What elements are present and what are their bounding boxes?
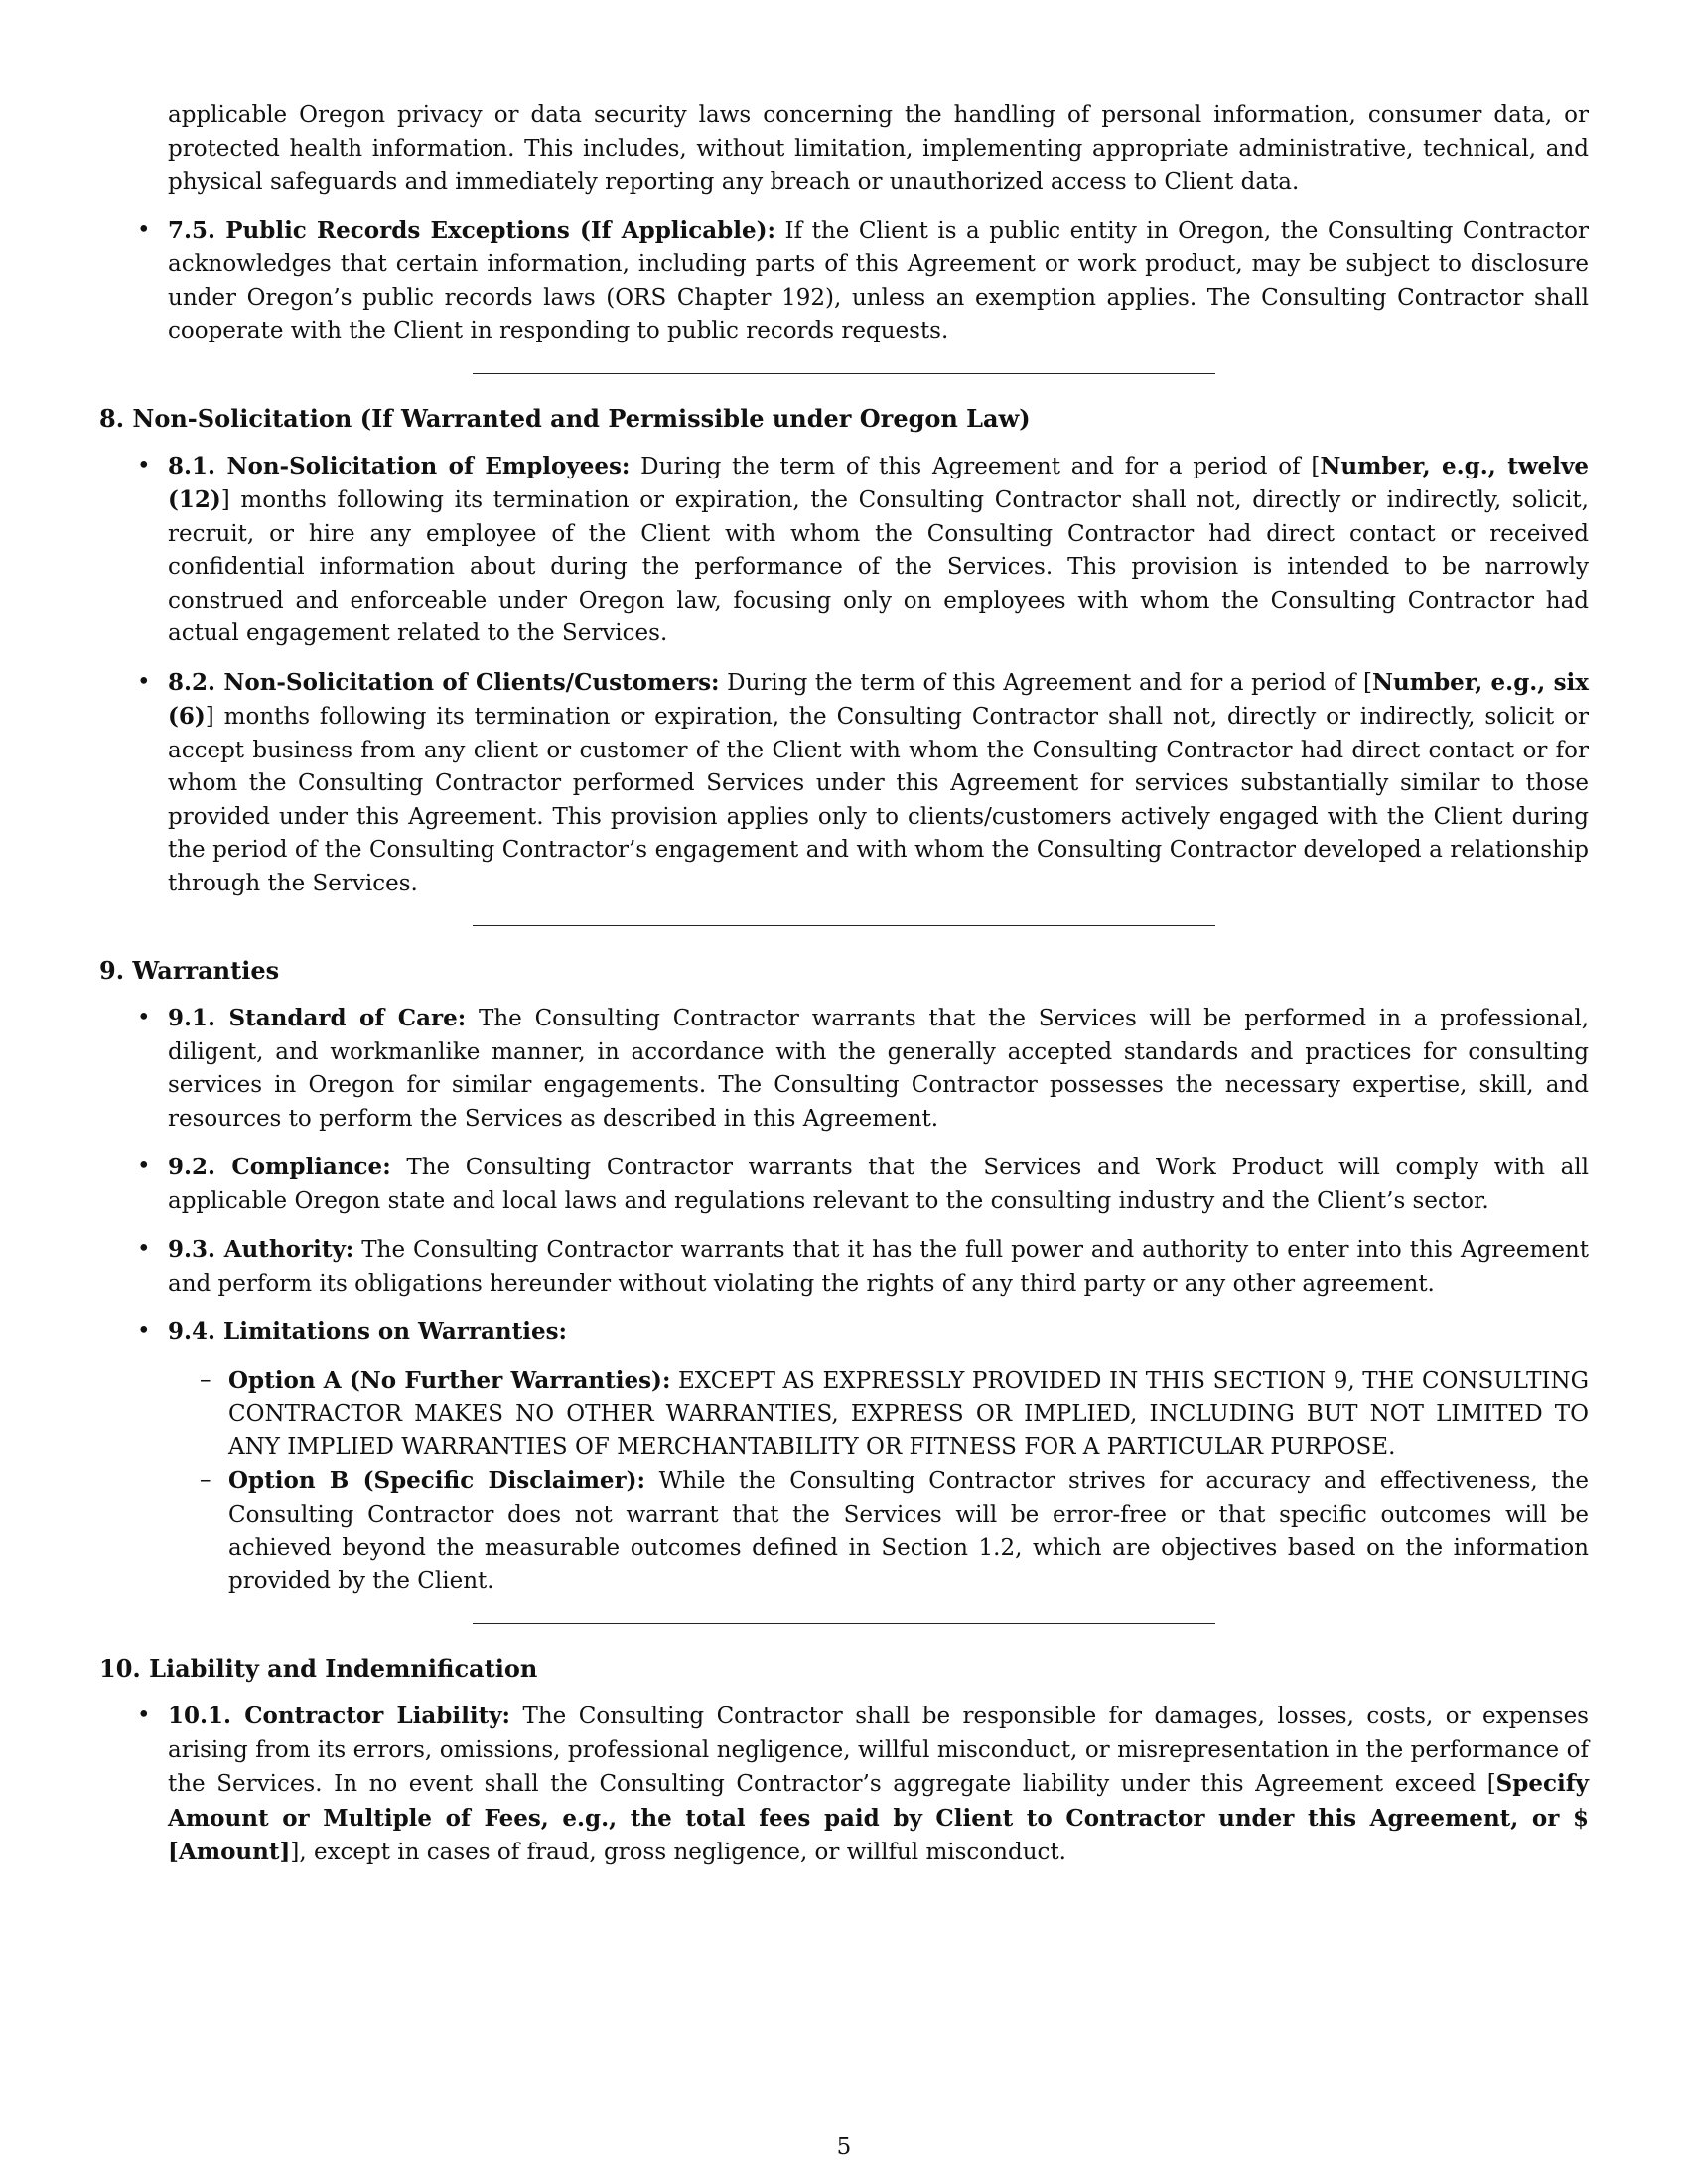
clause-8-1-label: 8.1. Non-Solicitation of Employees: [168,452,631,479]
clause-10-1-post: ], except in cases of fraud, gross negligence, or willful misconduct. [290,1840,1066,1865]
clause-9-1-label: 9.1. Standard of Care: [168,1005,467,1031]
clause-8-2 [99,666,1589,901]
clause-10-1-label: 10.1. Contractor Liability: [168,1703,511,1729]
warranty-options-list [168,1364,1589,1599]
section9-list [99,1002,1589,1598]
option-b-label: Option B (Specific Disclaimer): [228,1467,646,1494]
clause-10-1 [99,1700,1589,1870]
clause-7-5-label: 7.5. Public Records Exceptions (If Applicable): [168,216,776,244]
option-a [168,1364,1589,1465]
clause-8-1-post: ] months following its termination or expiration, the Consulting Contractor shall not, directly or indirectly, solicit, recruit, or hire any employee of the Client with whom the Consulting Contractor had direct contact or received confidential information about during the performance of the Services. This provision is intended to be narrowly construed and enforceable under Oregon law, focusing only on employees with whom the Consulting Contractor had actual engagement related to the Services. [168,487,1589,646]
clause-8-2-placeholder: Number, e.g., six (6) [168,668,1590,730]
clause-10-1-pre: The Consulting Contractor shall be responsible for damages, losses, costs, or expenses arising from its errors, omissions, professional negligence, willful misconduct, or misrepresentation in the performance of the Services. In no event shall the Consulting Contractor’s aggregate liability under this Agreement exceed [ [168,1704,1589,1797]
clause-8-1 [99,450,1589,651]
option-b [168,1464,1589,1598]
clause-8-2-label: 8.2. Non-Solicitation of Clients/Customers: [168,668,720,696]
section9-heading: 9. Warranties [99,956,280,985]
clause-9-4-label: 9.4. Limitations on Warranties: [168,1318,568,1345]
clause-9-3-label: 9.3. Authority: [168,1236,354,1263]
clause-7-5-text: If the Client is a public entity in Oregon, the Consulting Contractor acknowledges that certain information, including parts of this Agreement or work product, may be subject to disclosure under Oregon’s public records laws (ORS Chapter 192), unless an exemption applies. The Consulting Contractor shall cooperate with the Client in responding to public records requests. [168,217,1589,343]
section10-list [99,1700,1589,1870]
clause-9-1 [99,1002,1589,1136]
option-a-label: Option A (No Further Warranties): [228,1366,671,1394]
clause-9-1-text: The Consulting Contractor warrants that the Services will be performed in a professional, diligent, and workmanlike manner, in accordance with the generally accepted standards and practices for consulting services in Oregon for similar engagements. The Consulting Contractor possesses the necessary expertise, skill, and resources to perform the Services as described in this Agreement. [168,1006,1590,1132]
section-divider [473,925,1215,926]
section7-continuation [168,99,1589,200]
section-divider [473,1623,1215,1624]
clause-8-2-post: ] months following its termination or expiration, the Consulting Contractor shall not, directly or indirectly, solicit or accept business from any client or customer of the Client with whom the Consulting Contractor had direct contact or for whom the Consulting Contractor performed Services under this Agreement for services substantially similar to those provided under this Agreement. This provision applies only to clients/customers actively engaged with the Client during the period of the Consulting Contractor’s engagement and with whom the Consulting Contractor developed a relationship through the Services. [168,704,1589,896]
clause-9-2-text: The Consulting Contractor warrants that the Services and Work Product will comply with all applicable Oregon state and local laws and regulations relevant to the consulting industry and the Client’s sector. [168,1155,1589,1214]
option-a-text: EXCEPT AS EXPRESSLY PROVIDED IN THIS SECTION 9, THE CONSULTING CONTRACTOR MAKES NO OTHER WARRANTIES, EXPRESS OR IMPLIED, INCLUDING BUT NOT LIMITED TO ANY IMPLIED WARRANTIES OF MERCHANTABILITY OR FITNESS FOR A PARTICULAR PURPOSE. [228,1367,1589,1460]
option-b-text: While the Consulting Contractor strives for accuracy and effectiveness, the Consulting Contractor does not warrant that the Services will be error-free or that specific outcomes will be achieved beyond the measurable outcomes defined in Section 1.2, which are objectives based on the information provided by the Client. [228,1468,1590,1594]
clause-9-3 [99,1233,1589,1300]
clause-9-3-text: The Consulting Contractor warrants that it has the full power and authority to enter into this Agreement and perform its obligations hereunder without violating the rights of any third party or any other agreement. [168,1237,1589,1297]
section-divider [473,373,1215,374]
document-page [99,99,1589,1870]
section8-list [99,450,1589,901]
clause-8-1-placeholder: Number, e.g., twelve (12) [168,452,1590,513]
section10-heading: 10. Liability and Indemnification [99,1654,538,1683]
section7-list [99,214,1589,348]
clause-8-1-pre: During the term of this Agreement and for a period of [ [630,453,1321,479]
continuation-text: applicable Oregon privacy or data security laws concerning the handling of personal information, consumer data, or protected health information. This includes, without limitation, implementing appropriate administrative, technical, and physical safeguards and immediately reporting any breach or unauthorized access to Client data. [168,102,1589,195]
clause-9-4 [99,1315,1589,1598]
section8-heading: 8. Non-Solicitation (If Warranted and Permissible under Oregon Law) [99,403,1031,433]
clause-10-1-placeholder: Specify Amount or Multiple of Fees, e.g., the total fees paid by Client to Contractor under this Agreement, or $ [Amount] [168,1770,1589,1865]
clause-7-5 [99,214,1589,348]
clause-8-2-pre: During the term of this Agreement and for a period of [ [719,669,1372,696]
page-number: 5 [836,2134,852,2160]
clause-9-2 [99,1151,1589,1218]
clause-9-2-label: 9.2. Compliance: [168,1154,391,1180]
